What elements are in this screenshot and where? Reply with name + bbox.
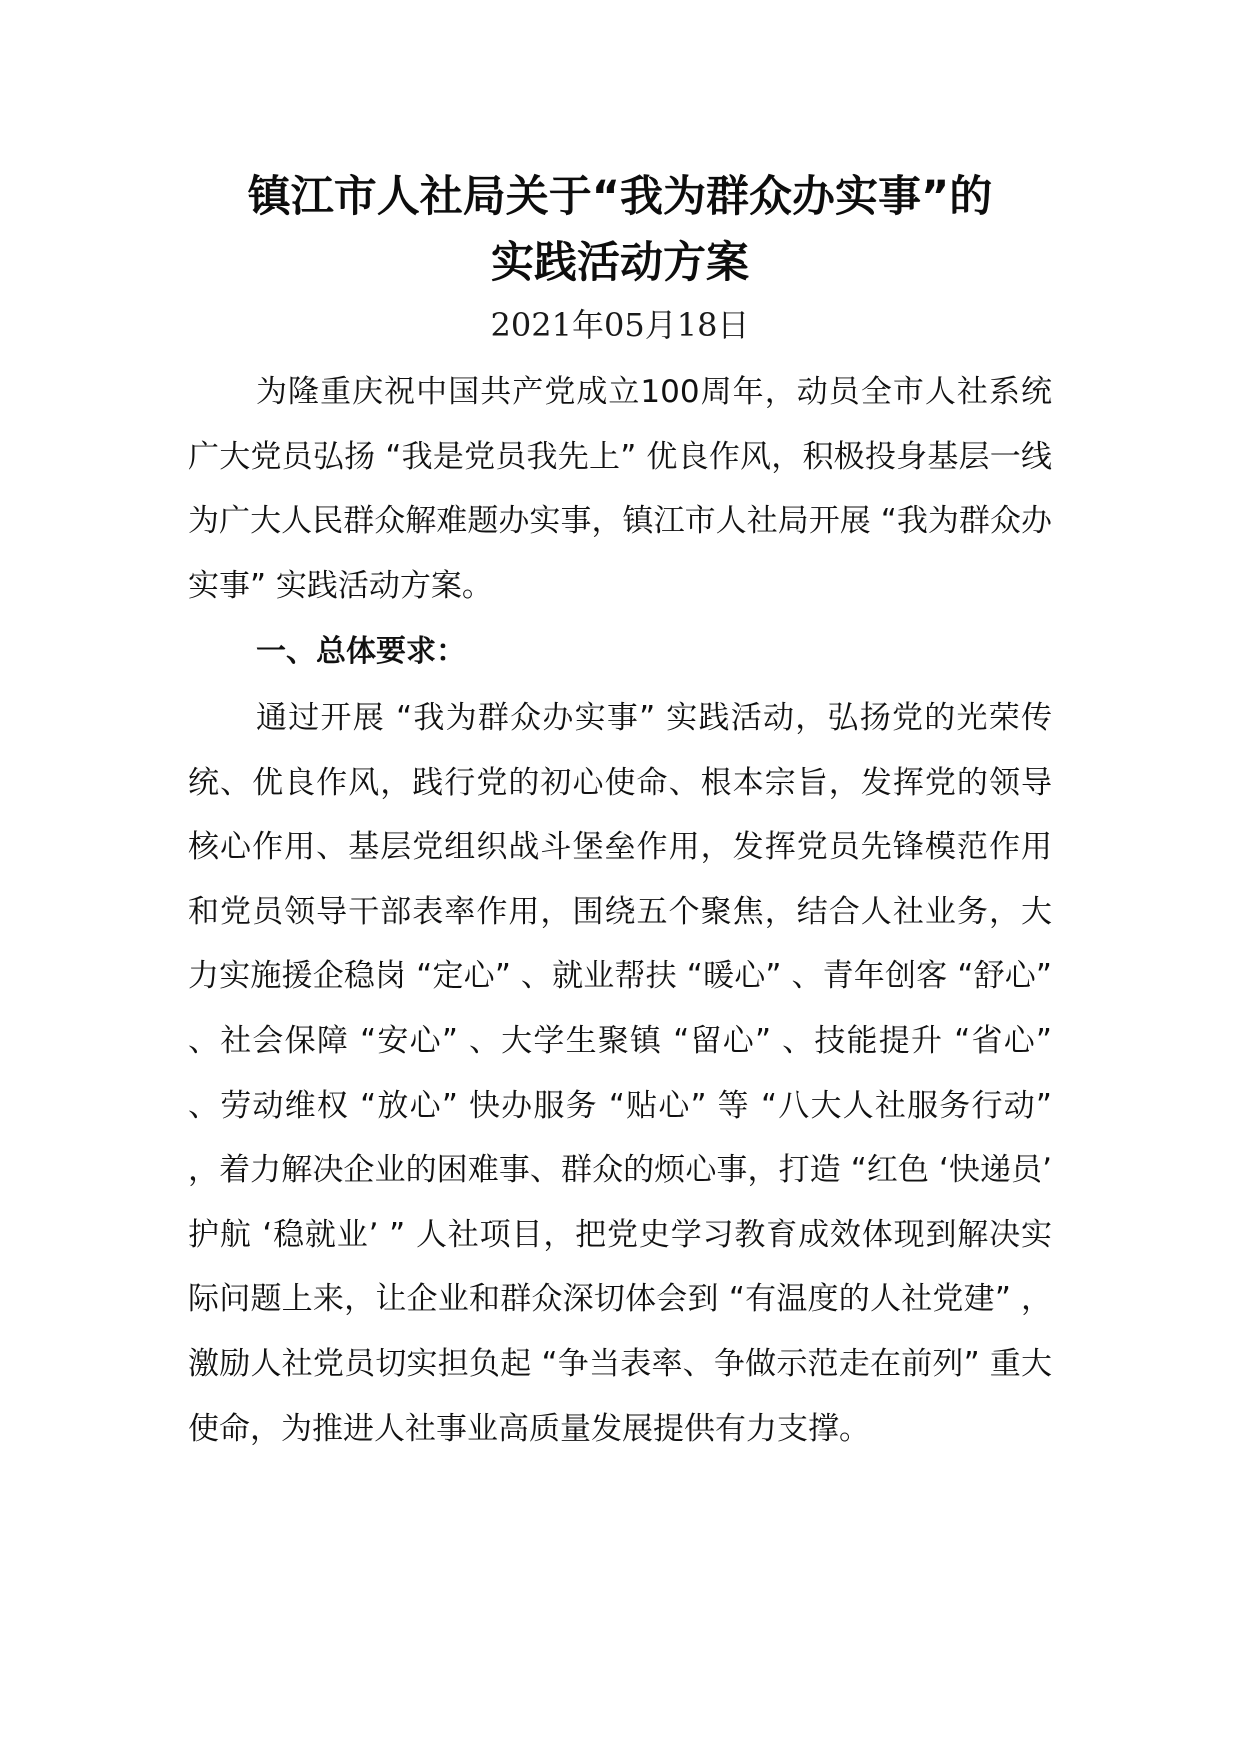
document-date: 2021年05月18日 — [490, 306, 750, 344]
intro-paragraph: 为隆重庆祝中国共产党成立100周年，动员全市人社系统广大党员弘扬 “我是党员我先上” 优良作风，积极投身基层一线为广大人民群众解难题办实事，镇江市人社局开展 “我为群众办实事” 实践活动方案。 — [188, 374, 1052, 604]
document-title-line-1: 镇江市人社局关于“我为群众办实事”的 — [247, 172, 993, 222]
section-heading: 一、总体要求： — [256, 634, 466, 669]
section-paragraph: 通过开展 “我为群众办实事” 实践活动，弘扬党的光荣传统、优良作风，践行党的初心使命、根本宗旨，发挥党的领导核心作用、基层党组织战斗堡垒作用，发挥党员先锋模范作用和党员领导干部表率作用，围绕五个聚焦，结合人社业务，大力实施援企稳岗 “定心” 、就业帮扶 “暖心” 、青年创客 “舒心” 、社会保障 “安心” 、大学生聚镇 “留心” 、技能提升 “省心” 、劳动维权 “放心” 快办服务 “贴心” 等 “八大人社服务行动” ，着力解决企业的困难事、群众的烦心事，打造 “红色 ‘快递员’ 护航 ‘稳就业’ ” 人社项目，把党史学习教育成效体现到解决实际问题上来，让企业和群众深切体会到 “有温度的人社党建” ，激励人社党员切实担负起 “争当表率、争做示范走在前列” 重大使命，为推进人社事业高质量发展提供有力支撑。 — [188, 700, 1052, 1447]
document-title-line-2: 实践活动方案 — [491, 238, 749, 288]
